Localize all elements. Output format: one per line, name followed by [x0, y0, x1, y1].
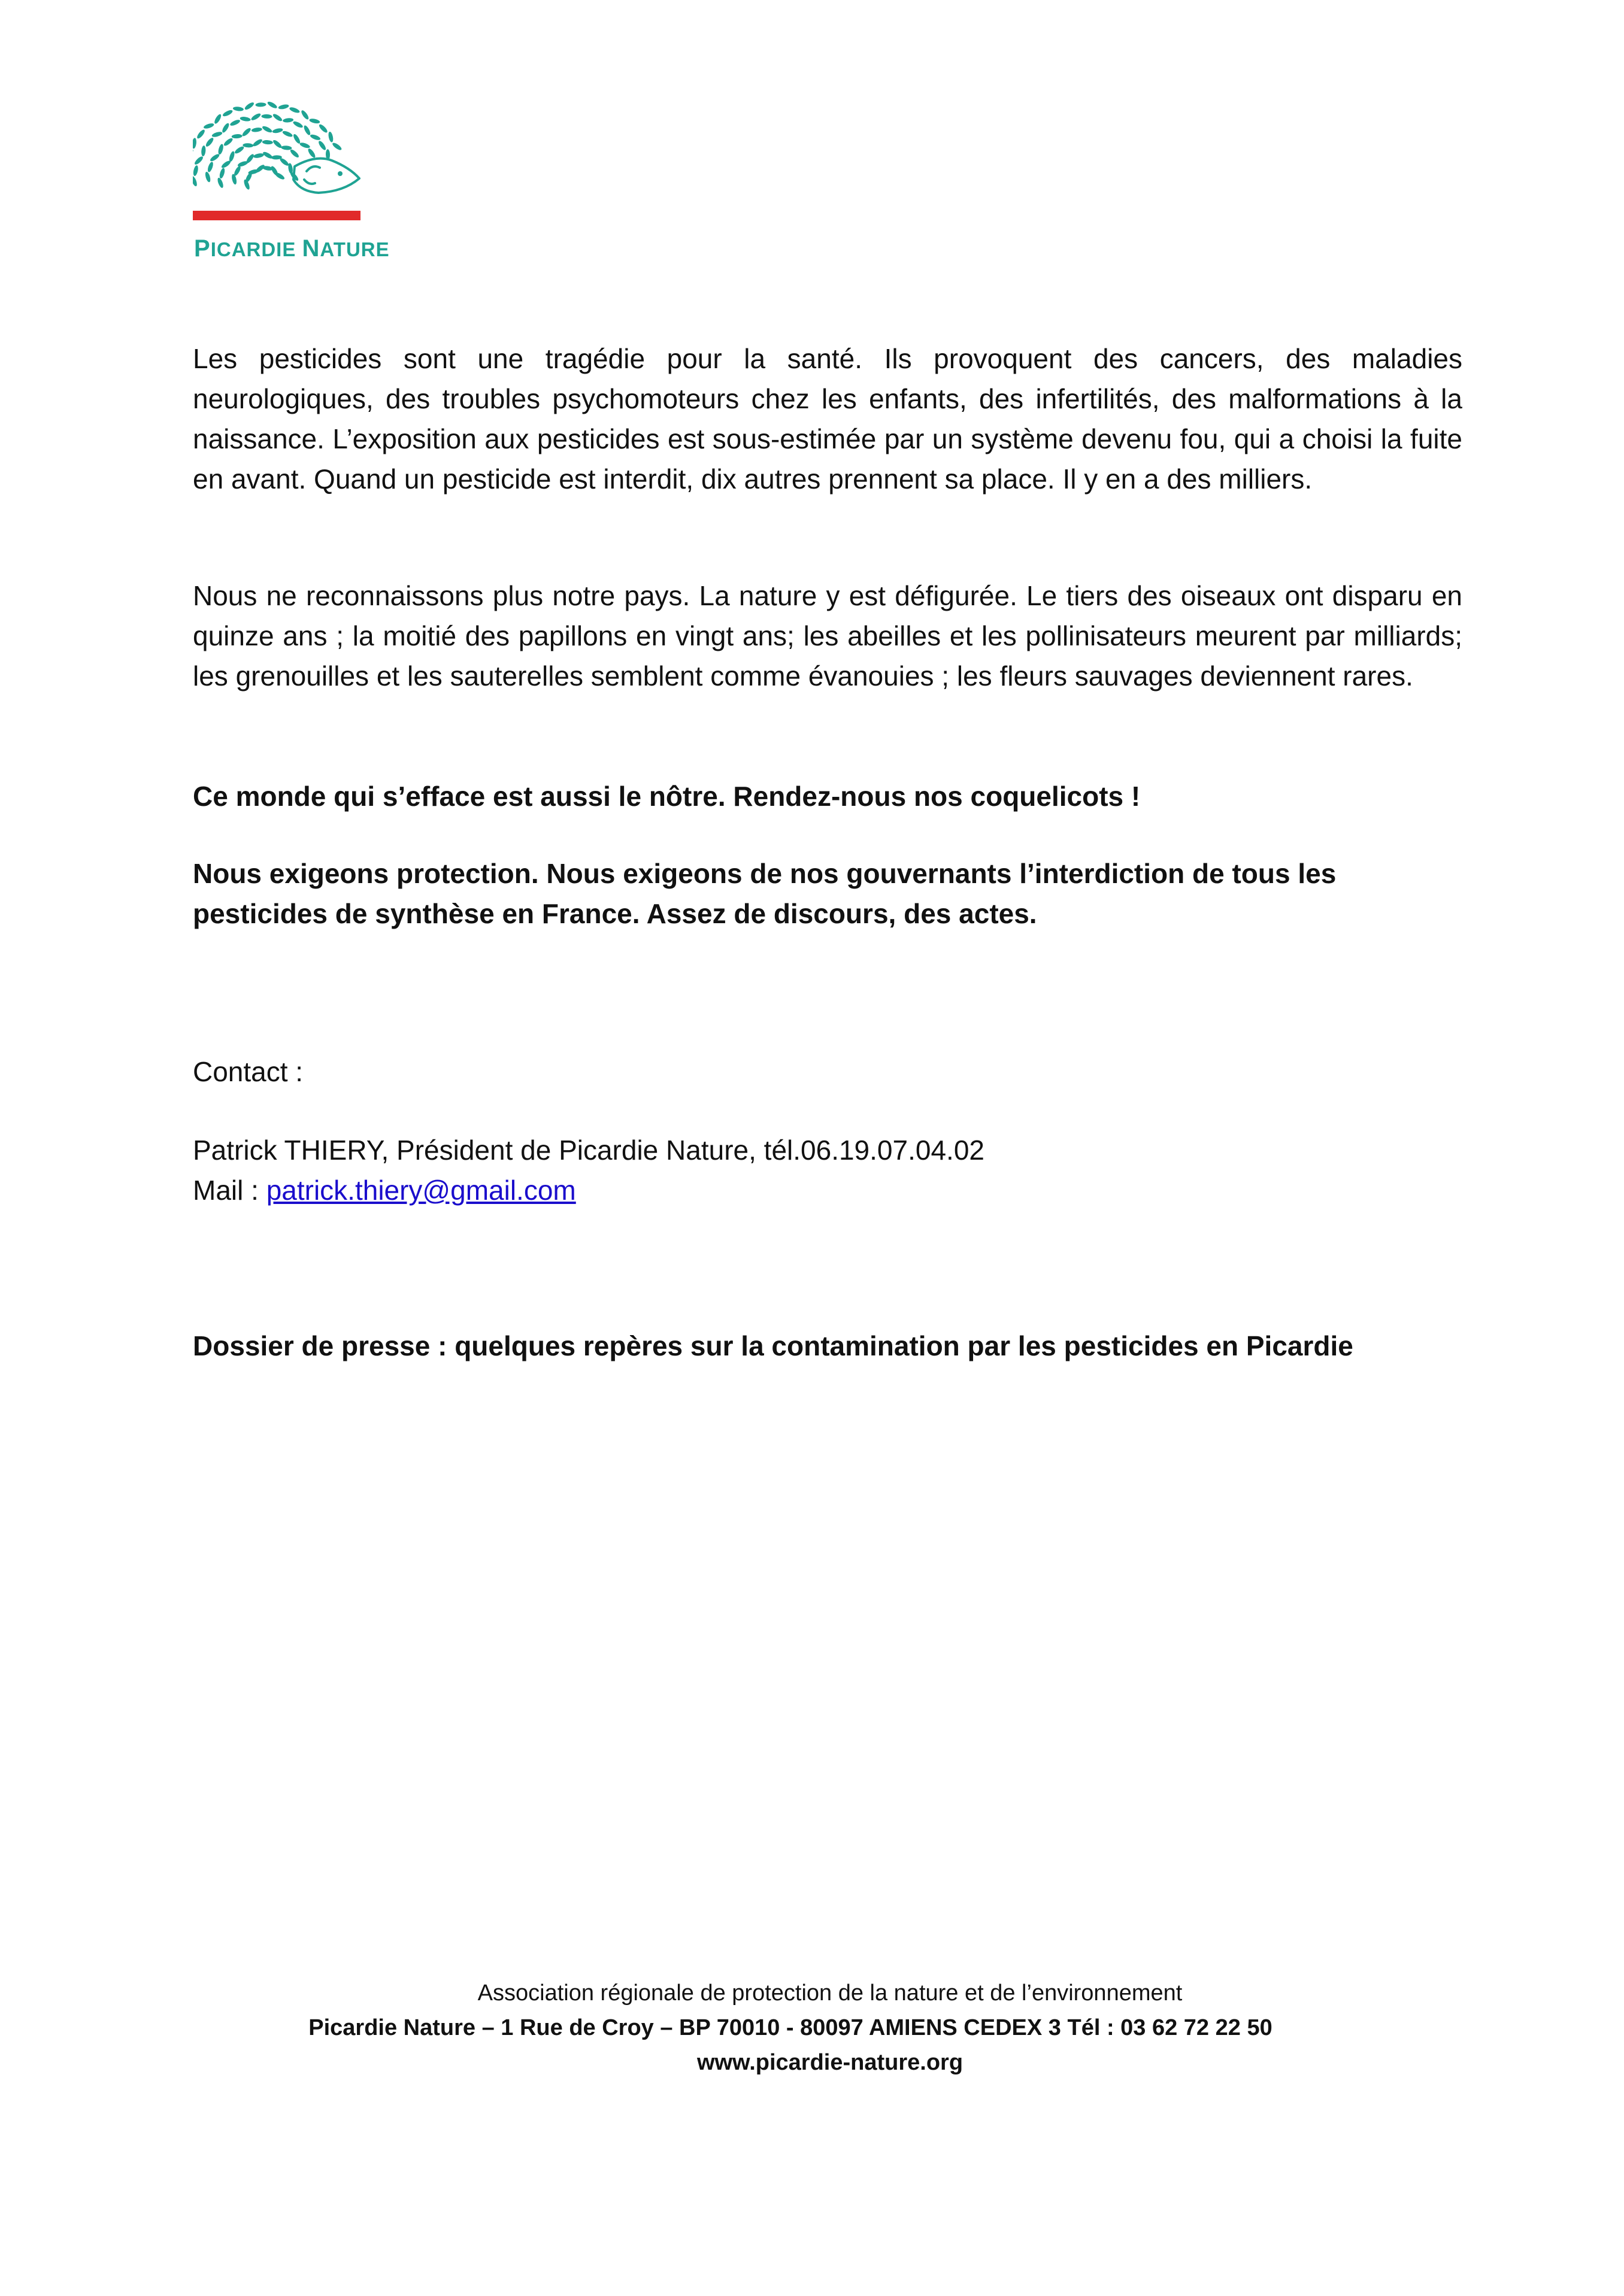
hedgehog-spine — [203, 122, 214, 129]
hedgehog-spine — [217, 144, 224, 155]
hedgehog-spine — [228, 151, 235, 162]
hedgehog-spine — [193, 165, 199, 177]
hedgehog-spine — [207, 161, 214, 172]
hedgehog-spine — [250, 112, 262, 121]
hedgehog-spine — [222, 109, 234, 117]
hedgehog-spine — [328, 131, 334, 142]
hedgehog-spine — [303, 125, 312, 136]
hedgehog-spine — [244, 101, 255, 111]
hedgehog-spine — [234, 145, 245, 154]
hedgehog-spine — [213, 113, 222, 125]
contact-mail-line — [193, 1170, 1462, 1211]
hedgehog-spine — [193, 175, 198, 187]
hedgehog-spine — [229, 119, 241, 127]
hedgehog-spine — [211, 131, 223, 138]
paragraph-pesticides-health: Les pesticides sont une tragédie pour la santé. Ils provoquent des cancers, des maladies neurologiques, des troubles psychomoteurs chez les enfants, des infertilités, des malformations à la naissance. L’exposition aux pesticides est sous-estimée par un système devenu fou, qui a choisi la fuite en avant. Quand un pesticide est interdit, dix autres prennent sa place. Il y en a des milliers. — [193, 343, 1462, 495]
hedgehog-spine — [205, 137, 215, 147]
hedgehog-spine — [193, 138, 197, 149]
logo-wordmark: PICARDIE NATURE — [194, 235, 390, 262]
logo-red-bar — [193, 211, 360, 220]
hedgehog-spine — [318, 123, 329, 134]
hedgehog-spine — [292, 133, 301, 144]
hedgehog-spine — [201, 145, 207, 157]
mail-label: Mail : — [193, 1175, 266, 1206]
hedgehog-spine — [282, 130, 293, 138]
contact-label: Contact : — [193, 1056, 304, 1087]
hedgehog-spine — [221, 122, 230, 134]
hedgehog-spine — [289, 148, 300, 159]
hedgehog-spine — [223, 137, 234, 147]
hedgehog-spine — [279, 157, 290, 167]
hedgehog-spine — [240, 116, 251, 122]
contact-person: Patrick THIERY, Président de Picardie Nature, tél.06.19.07.04.02 — [193, 1135, 984, 1166]
hedgehog-spine — [281, 145, 292, 150]
press-dossier-heading: Dossier de presse : quelques repères sur la contamination par les pesticides en Picardie — [193, 1330, 1353, 1361]
statement-coquelicots: Ce monde qui s’efface est aussi le nôtre. Rendez-nous nos coquelicots ! — [193, 781, 1141, 812]
hedgehog-spine — [272, 128, 283, 134]
hedgehog-spine — [283, 118, 294, 123]
hedgehog-spine — [266, 101, 278, 110]
hedgehog-spine — [193, 155, 204, 166]
hedgehog-spine — [307, 147, 316, 159]
hedgehog-spine — [231, 134, 242, 138]
hedgehog-spine — [310, 134, 321, 141]
hedgehog-spine — [204, 171, 211, 183]
statement-demand-ban: Nous exigeons protection. Nous exigeons de nos gouvernants l’interdiction de tous les pesticides de synthèse en France. Assez de discours, des actes. — [193, 858, 1337, 929]
hedgehog-spine — [317, 140, 327, 151]
hedgehog-spine — [245, 153, 254, 165]
hedgehog-spine — [251, 127, 262, 132]
email-link[interactable]: patrick.thiery@gmail.com — [266, 1175, 576, 1206]
hedgehog-spine — [193, 148, 195, 158]
hedgehog-spine — [299, 142, 310, 150]
footer-association: Association régionale de protection de la nature et de l’environnement — [477, 1980, 1183, 2006]
hedgehog-spine — [255, 102, 266, 107]
hedgehog-spine — [241, 127, 252, 137]
hedgehog-spine — [262, 140, 273, 145]
hedgehog-spine — [300, 110, 310, 121]
hedgehog-logo-icon — [193, 96, 360, 204]
hedgehog-spine — [272, 113, 283, 122]
footer-website: www.picardie-nature.org — [696, 2050, 964, 2075]
hedgehog-spine — [274, 171, 286, 180]
hedgehog-spine — [292, 120, 304, 129]
hedgehog-spine — [233, 106, 244, 111]
hedgehog-spine — [209, 153, 220, 162]
hedgehog-spine — [219, 168, 226, 179]
hedgehog-spine — [253, 153, 264, 159]
hedgehog-spine — [217, 177, 225, 189]
hedgehog-spine — [262, 125, 273, 134]
hedgehog-spine — [309, 118, 320, 125]
paragraph-nature-disfigured: Nous ne reconnaissons plus notre pays. La nature y est défigurée. Le tiers des oiseaux ont disparu en quinze ans ; la moitié des papillons en vingt ans; les abeilles et les pollinisateurs meurent par milliards; les grenouilles et les sauterelles semblent comme évanouies ; les fleurs sauvages deviennent rares. — [193, 580, 1462, 691]
hedgehog-spine — [289, 106, 300, 114]
hedgehog-spine — [196, 129, 206, 139]
hedgehog-spine — [261, 114, 272, 119]
footer-address: Picardie Nature – 1 Rue de Croy – BP 70010 - 80097 AMIENS CEDEX 3 Tél : 03 62 72 22 50 — [308, 2015, 1272, 2040]
hedgehog-spine — [252, 138, 263, 147]
picardie-nature-logo — [193, 96, 390, 263]
hedgehog-spine — [243, 143, 253, 148]
hedgehog-spine — [278, 104, 289, 110]
hedgehog-spine — [331, 141, 343, 151]
